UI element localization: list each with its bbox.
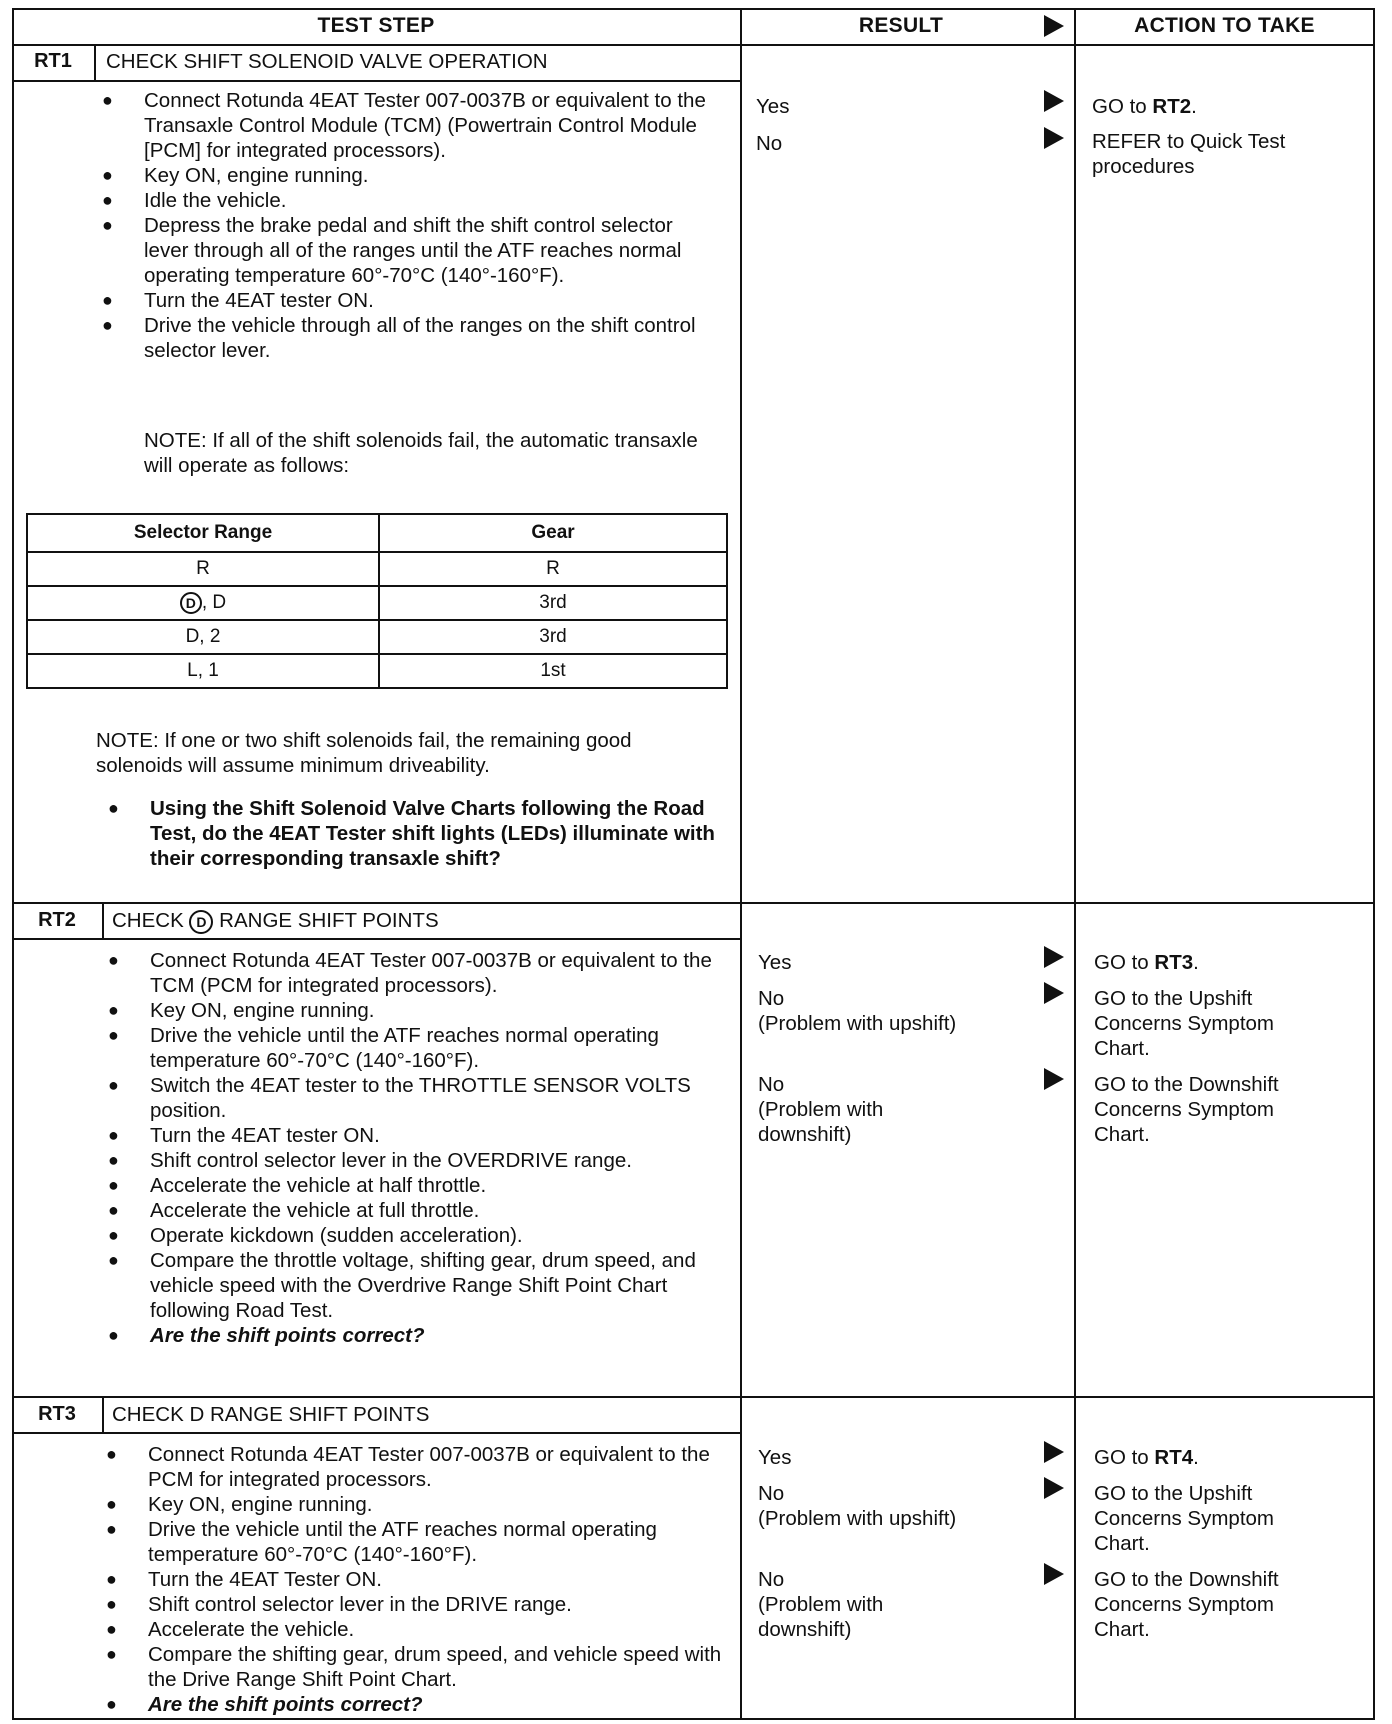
step-title-divider xyxy=(12,1432,742,1434)
column-divider-result xyxy=(740,8,742,1720)
table-row xyxy=(27,586,727,620)
list-item: ● Turn the 4EAT tester ON. xyxy=(96,288,716,313)
list-item: ● Connect Rotunda 4EAT Tester 007-0037B or equivalent to the Transaxle Control Module (TCM) (Powertrain Control Module [PCM] for integrated processors). xyxy=(96,88,716,163)
list-item: ● Shift control selector lever in the DRIVE range. xyxy=(100,1592,725,1617)
note-all-solenoids: NOTE: If all of the shift solenoids fail, the automatic transaxle will operate as follows: xyxy=(144,429,698,477)
action-upshift-chart: GO to the Upshift Concerns Symptom Chart. xyxy=(1094,987,1275,1060)
action-text: . xyxy=(1193,951,1199,974)
result-arrow-icon xyxy=(1044,1441,1064,1463)
list-item-question: ● Using the Shift Solenoid Valve Charts following the Road Test, do the 4EAT Tester shift lights (LEDs) illuminate with their corresponding transaxle shift? xyxy=(102,796,717,871)
table-cell: D, 2 xyxy=(27,620,379,654)
step-title-prefix: CHECK xyxy=(112,909,184,932)
overdrive-circle-icon: D xyxy=(189,910,213,934)
list-item-question: ● Are the shift points correct? xyxy=(100,1692,725,1717)
list-item: ● Compare the shifting gear, drum speed, and vehicle speed with the Drive Range Shift Point Chart. xyxy=(100,1642,725,1692)
action-go-rt4 xyxy=(1094,1445,1199,1470)
result-no-upshift: No (Problem with upshift) xyxy=(758,987,957,1035)
header-divider xyxy=(12,44,1375,46)
result-no: No xyxy=(756,132,783,155)
table-cell: L, 1 xyxy=(27,654,379,688)
list-item: ● Drive the vehicle through all of the ranges on the shift control selector lever. xyxy=(96,313,716,363)
result-arrow-icon xyxy=(1044,1068,1064,1090)
overdrive-circle-icon: D xyxy=(180,592,202,614)
step-title xyxy=(112,909,439,934)
action-refer-quick-test: REFER to Quick Test procedures xyxy=(1092,130,1286,178)
list-item: ● Key ON, engine running. xyxy=(102,998,727,1023)
step-id-divider xyxy=(102,902,104,938)
list-item: ● Key ON, engine running. xyxy=(100,1492,725,1517)
step-id: RT2 xyxy=(38,909,76,931)
action-downshift-chart: GO to the Downshift Concerns Symptom Chart. xyxy=(1094,1073,1279,1146)
list-item: ● Connect Rotunda 4EAT Tester 007-0037B or equivalent to the TCM (PCM for integrated processors). xyxy=(102,948,727,998)
step-id-divider xyxy=(102,1396,104,1432)
action-text: . xyxy=(1193,1446,1199,1469)
list-item: ● Switch the 4EAT tester to the THROTTLE SENSOR VOLTS position. xyxy=(102,1073,727,1123)
list-item: ● Compare the throttle voltage, shifting gear, drum speed, and vehicle speed with the Overdrive Range Shift Point Chart following Road Test. xyxy=(102,1248,727,1323)
list-item: ● Drive the vehicle until the ATF reaches normal operating temperature 60°-70°C (140°-160°F). xyxy=(100,1517,725,1567)
result-arrow-icon xyxy=(1044,982,1064,1004)
step-bullets xyxy=(100,1442,725,1717)
table-cell-overdrive xyxy=(27,586,379,620)
action-go-rt2 xyxy=(1092,94,1197,119)
header-action: ACTION TO TAKE xyxy=(1134,14,1315,37)
action-step-link: RT3 xyxy=(1154,951,1194,974)
table-cell: 1st xyxy=(379,654,727,688)
header-result: RESULT xyxy=(858,14,944,37)
action-step-link: RT2 xyxy=(1152,95,1192,118)
step-id-divider xyxy=(94,44,96,80)
step-id: RT1 xyxy=(34,50,72,72)
header-arrow-icon xyxy=(1044,15,1064,37)
result-arrow-icon xyxy=(1044,90,1064,112)
list-item: ● Shift control selector lever in the OVERDRIVE range. xyxy=(102,1148,727,1173)
list-item: ● Depress the brake pedal and shift the shift control selector lever through all of the ranges until the ATF reaches normal operating temperature 60°-70°C (140°-160°F). xyxy=(96,213,716,288)
list-item: ● Idle the vehicle. xyxy=(96,188,716,213)
action-text: GO to xyxy=(1094,1446,1155,1469)
step-divider xyxy=(12,1396,1375,1398)
step-bullets xyxy=(96,88,716,363)
action-text: . xyxy=(1191,95,1197,118)
list-item: ● Key ON, engine running. xyxy=(96,163,716,188)
step-title-suffix: RANGE SHIFT POINTS xyxy=(219,909,439,932)
table-cell: 3rd xyxy=(379,620,727,654)
action-upshift-chart: GO to the Upshift Concerns Symptom Chart. xyxy=(1094,1482,1275,1555)
action-go-rt3 xyxy=(1094,950,1199,975)
table-cell-suffix: , D xyxy=(201,592,227,613)
result-arrow-icon xyxy=(1044,1477,1064,1499)
list-item: ● Operate kickdown (sudden acceleration). xyxy=(102,1223,727,1248)
list-item: ● Accelerate the vehicle at half throttle. xyxy=(102,1173,727,1198)
list-item: ● Connect Rotunda 4EAT Tester 007-0037B or equivalent to the PCM for integrated processors. xyxy=(100,1442,725,1492)
list-item: ● Accelerate the vehicle. xyxy=(100,1617,725,1642)
result-no-upshift: No (Problem with upshift) xyxy=(758,1482,957,1530)
step-id: RT3 xyxy=(38,1403,76,1425)
step-title: CHECK SHIFT SOLENOID VALVE OPERATION xyxy=(106,50,548,73)
table-row xyxy=(27,620,727,654)
result-yes: Yes xyxy=(758,951,792,974)
table-cell: R xyxy=(27,552,379,586)
table-row xyxy=(27,654,727,688)
action-text: GO to xyxy=(1092,95,1153,118)
result-yes: Yes xyxy=(758,1446,792,1469)
result-no-downshift: No (Problem with downshift) xyxy=(758,1568,884,1641)
list-item: ● Accelerate the vehicle at full throttle. xyxy=(102,1198,727,1223)
diagnostic-table xyxy=(12,8,1375,1720)
table-cell: R xyxy=(379,552,727,586)
result-arrow-icon xyxy=(1044,1563,1064,1585)
step-title-divider xyxy=(12,938,742,940)
action-text: GO to xyxy=(1094,951,1155,974)
step-title: CHECK D RANGE SHIFT POINTS xyxy=(112,1403,430,1426)
step-title-divider xyxy=(12,80,742,82)
list-item: ● Turn the 4EAT Tester ON. xyxy=(100,1567,725,1592)
table-row xyxy=(27,552,727,586)
step-question xyxy=(102,796,717,871)
step-divider xyxy=(12,902,1375,904)
list-item: ● Turn the 4EAT tester ON. xyxy=(102,1123,727,1148)
list-item-question: ● Are the shift points correct? xyxy=(102,1323,727,1348)
selector-gear-table xyxy=(26,513,728,689)
action-step-link: RT4 xyxy=(1154,1446,1194,1469)
table-header-selector: Selector Range xyxy=(27,514,379,552)
table-header-gear: Gear xyxy=(379,514,727,552)
header-test-step: TEST STEP xyxy=(317,14,435,37)
result-arrow-icon xyxy=(1044,946,1064,968)
column-divider-action xyxy=(1074,8,1076,1720)
note-one-two-solenoids: NOTE: If one or two shift solenoids fail, the remaining good solenoids will assume minimum driveability. xyxy=(96,729,632,777)
step-bullets xyxy=(102,948,727,1348)
result-arrow-icon xyxy=(1044,127,1064,149)
action-downshift-chart: GO to the Downshift Concerns Symptom Chart. xyxy=(1094,1568,1279,1641)
result-yes: Yes xyxy=(756,95,790,118)
table-cell: 3rd xyxy=(379,586,727,620)
result-no-downshift: No (Problem with downshift) xyxy=(758,1073,884,1146)
list-item: ● Drive the vehicle until the ATF reaches normal operating temperature 60°-70°C (140°-160°F). xyxy=(102,1023,727,1073)
